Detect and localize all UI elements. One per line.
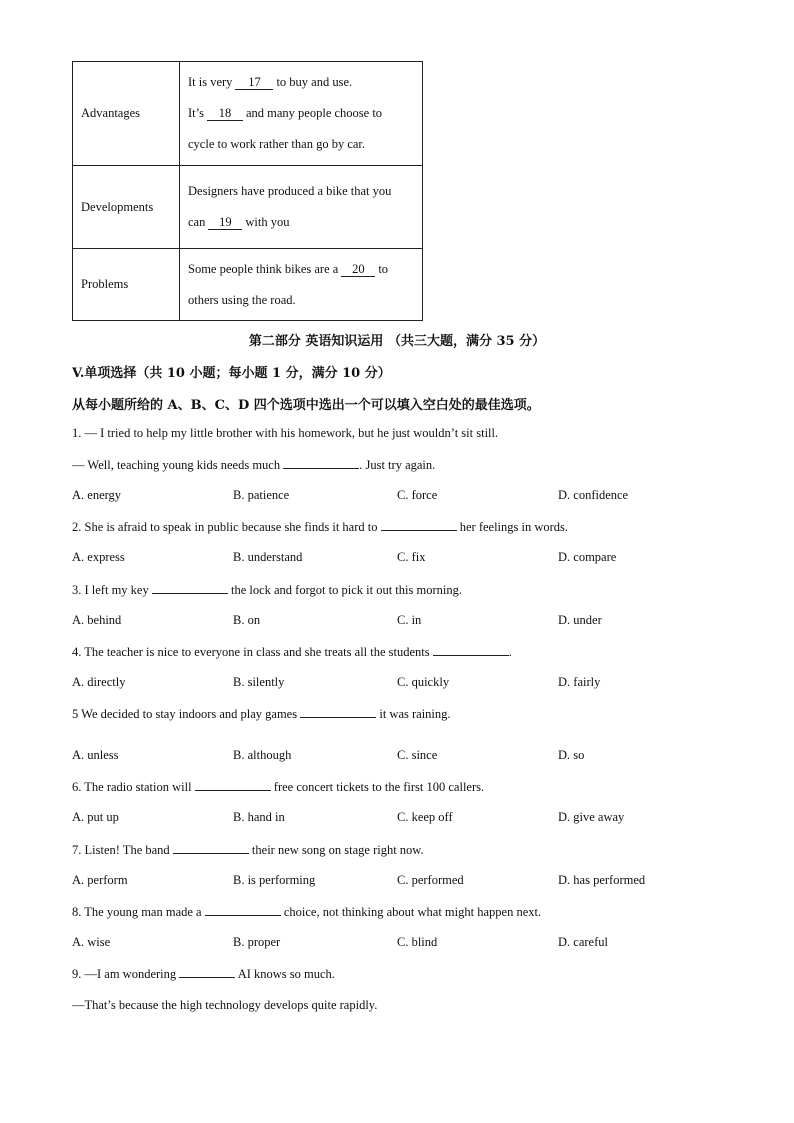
option-c[interactable]: C. in bbox=[397, 613, 422, 627]
option-c[interactable]: C. since bbox=[397, 748, 438, 762]
question-7: 7. Listen! The band their new song on stage right now. bbox=[72, 843, 424, 857]
section-title: 第二部分 英语知识运用 （共三大题，满分 35 分） bbox=[248, 334, 546, 349]
option-c[interactable]: C. performed bbox=[397, 873, 464, 887]
question-8: 8. The young man made a choice, not thinking about what might happen next. bbox=[72, 905, 542, 919]
question-2: 2. She is afraid to speak in public because she finds it hard to her feelings in words. bbox=[72, 520, 569, 534]
option-b[interactable]: B. understand bbox=[233, 550, 303, 564]
blank-20[interactable]: 20 bbox=[341, 262, 375, 277]
row-content-problems: Some people think bikes are a 20 to others using the road. bbox=[180, 249, 423, 321]
question-6-options bbox=[72, 810, 712, 826]
answer-blank[interactable] bbox=[152, 582, 228, 594]
row-label-developments: Developments bbox=[73, 166, 180, 249]
row-content-developments: Designers have produced a bike that you can 19 with you bbox=[180, 166, 423, 249]
option-a[interactable]: A. put up bbox=[72, 810, 119, 824]
question-3-options bbox=[72, 613, 712, 629]
question-1-line-2: — Well, teaching young kids needs much . Just try again. bbox=[72, 458, 436, 472]
answer-blank[interactable] bbox=[381, 519, 457, 531]
option-d[interactable]: D. confidence bbox=[558, 488, 629, 502]
table-row-problems bbox=[73, 249, 423, 321]
answer-blank[interactable] bbox=[173, 842, 249, 854]
question-1-options bbox=[72, 488, 712, 504]
question-6: 6. The radio station will free concert tickets to the first 100 callers. bbox=[72, 780, 485, 794]
blank-17[interactable]: 17 bbox=[235, 75, 273, 90]
answer-blank[interactable] bbox=[300, 706, 376, 718]
question-9-line-2: —That’s because the high technology develops quite rapidly. bbox=[72, 998, 378, 1012]
option-b[interactable]: B. although bbox=[233, 748, 292, 762]
row-content-advantages: It is very 17 to buy and use. It’s 18 and many people choose to cycle to work rather than go by car. bbox=[180, 62, 423, 166]
option-a[interactable]: A. directly bbox=[72, 675, 126, 689]
row-label-problems: Problems bbox=[73, 249, 180, 321]
option-a[interactable]: A. unless bbox=[72, 748, 119, 762]
option-c[interactable]: C. quickly bbox=[397, 675, 450, 689]
question-4: 4. The teacher is nice to everyone in class and she treats all the students . bbox=[72, 645, 512, 659]
option-c[interactable]: C. keep off bbox=[397, 810, 453, 824]
blank-19[interactable]: 19 bbox=[208, 215, 242, 230]
question-9-line-1: 9. —I am wondering AI knows so much. bbox=[72, 967, 335, 981]
question-2-options bbox=[72, 550, 712, 566]
option-d[interactable]: D. fairly bbox=[558, 675, 601, 689]
option-d[interactable]: D. give away bbox=[558, 810, 625, 824]
answer-blank[interactable] bbox=[179, 966, 235, 978]
answer-blank[interactable] bbox=[205, 904, 281, 916]
answer-blank[interactable] bbox=[283, 457, 359, 469]
answer-blank[interactable] bbox=[433, 644, 509, 656]
question-5: 5 We decided to stay indoors and play games it was raining. bbox=[72, 707, 451, 721]
option-b[interactable]: B. proper bbox=[233, 935, 281, 949]
question-5-options bbox=[72, 748, 712, 764]
question-4-options bbox=[72, 675, 712, 691]
option-d[interactable]: D. careful bbox=[558, 935, 608, 949]
option-c[interactable]: C. fix bbox=[397, 550, 426, 564]
option-a[interactable]: A. perform bbox=[72, 873, 128, 887]
question-1-line-1: 1. — I tried to help my little brother with his homework, but he just wouldn’t sit still. bbox=[72, 426, 499, 440]
summary-table bbox=[72, 61, 423, 321]
question-8-options bbox=[72, 935, 712, 951]
table-row-developments bbox=[73, 166, 423, 249]
option-a[interactable]: A. behind bbox=[72, 613, 122, 627]
option-b[interactable]: B. silently bbox=[233, 675, 285, 689]
option-d[interactable]: D. under bbox=[558, 613, 602, 627]
option-b[interactable]: B. is performing bbox=[233, 873, 316, 887]
part-heading: V.单项选择（共 10 小题；每小题 1 分，满分 10 分） bbox=[72, 366, 391, 381]
option-b[interactable]: B. on bbox=[233, 613, 261, 627]
answer-blank[interactable] bbox=[195, 779, 271, 791]
option-a[interactable]: A. energy bbox=[72, 488, 122, 502]
option-b[interactable]: B. hand in bbox=[233, 810, 285, 824]
option-b[interactable]: B. patience bbox=[233, 488, 290, 502]
option-c[interactable]: C. blind bbox=[397, 935, 438, 949]
option-d[interactable]: D. compare bbox=[558, 550, 617, 564]
question-7-options bbox=[72, 873, 712, 889]
instruction: 从每小题所给的 A、B、C、D 四个选项中选出一个可以填入空白处的最佳选项。 bbox=[72, 398, 540, 413]
option-a[interactable]: A. express bbox=[72, 550, 125, 564]
option-d[interactable]: D. so bbox=[558, 748, 585, 762]
question-3: 3. I left my key the lock and forgot to pick it out this morning. bbox=[72, 583, 462, 597]
option-a[interactable]: A. wise bbox=[72, 935, 111, 949]
option-d[interactable]: D. has performed bbox=[558, 873, 646, 887]
row-label-advantages: Advantages bbox=[73, 62, 180, 166]
blank-18[interactable]: 18 bbox=[207, 106, 243, 121]
option-c[interactable]: C. force bbox=[397, 488, 438, 502]
table-row-advantages bbox=[73, 62, 423, 166]
